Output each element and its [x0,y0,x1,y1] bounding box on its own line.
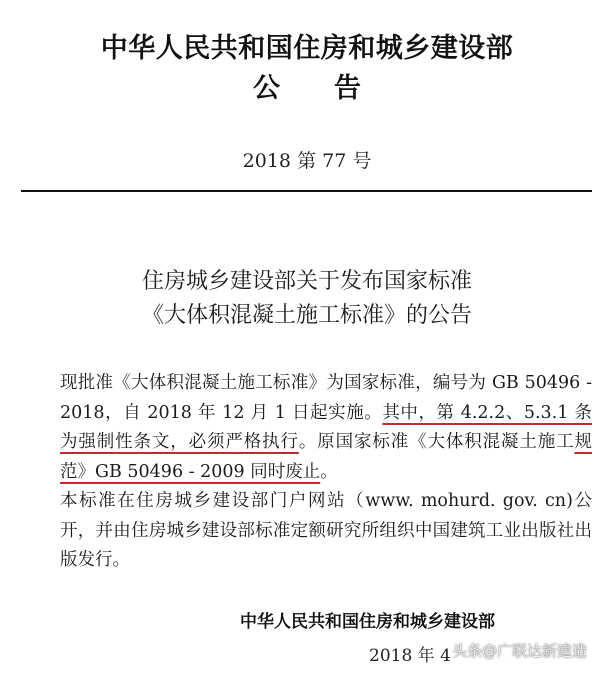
approval-text-2: 。原国家标准《大体积混 [298,432,501,452]
header-divider [21,190,592,192]
signature-date: 2018 年 4 [369,646,451,666]
doc-type-char-1: 公 [253,73,280,104]
approval-text-3: 凝土施工 [501,432,575,452]
approval-text-4: 。 [320,461,338,482]
doc-type-heading [0,66,614,105]
doc-type-char-2: 告 [334,73,361,104]
mandatory-clauses-highlight: 其中，第 4.2.2、5.3.1 条为强制性条文，必须严格执行 [60,402,592,452]
notice-title [0,265,614,333]
paragraph-approval [24,369,592,487]
paragraph-publication: 本标准在住房城乡建设部门户网站（www. mohurd. gov. cn)公开，并由住房城乡建设部标准定额研究所组织中国建筑工业出版社出版发行。 [60,491,592,570]
approval-text: 现批准《大体积混凝土施工标准》为国家标准，编号为 GB 50496 - 2018，自 2018 年 12 月 1 日起实施。 [60,373,592,423]
document-number: 2018 第 77 号 [242,150,372,172]
abolished-standard-highlight: 规范》GB 50496 - 2009 同时废止 [60,432,592,482]
notice-title-line-2: 《大体积混凝土施工标准》的公告 [141,303,472,328]
signature-organization: 中华人民共和国住房和城乡建设部 [240,612,495,632]
notice-body [24,369,592,576]
issuer-heading: 中华人民共和国住房和城乡建设部 [100,33,514,64]
source-watermark: 头条@广联达新建造 [452,642,588,660]
notice-title-line-1: 住房城乡建设部关于发布国家标准 [141,269,472,294]
